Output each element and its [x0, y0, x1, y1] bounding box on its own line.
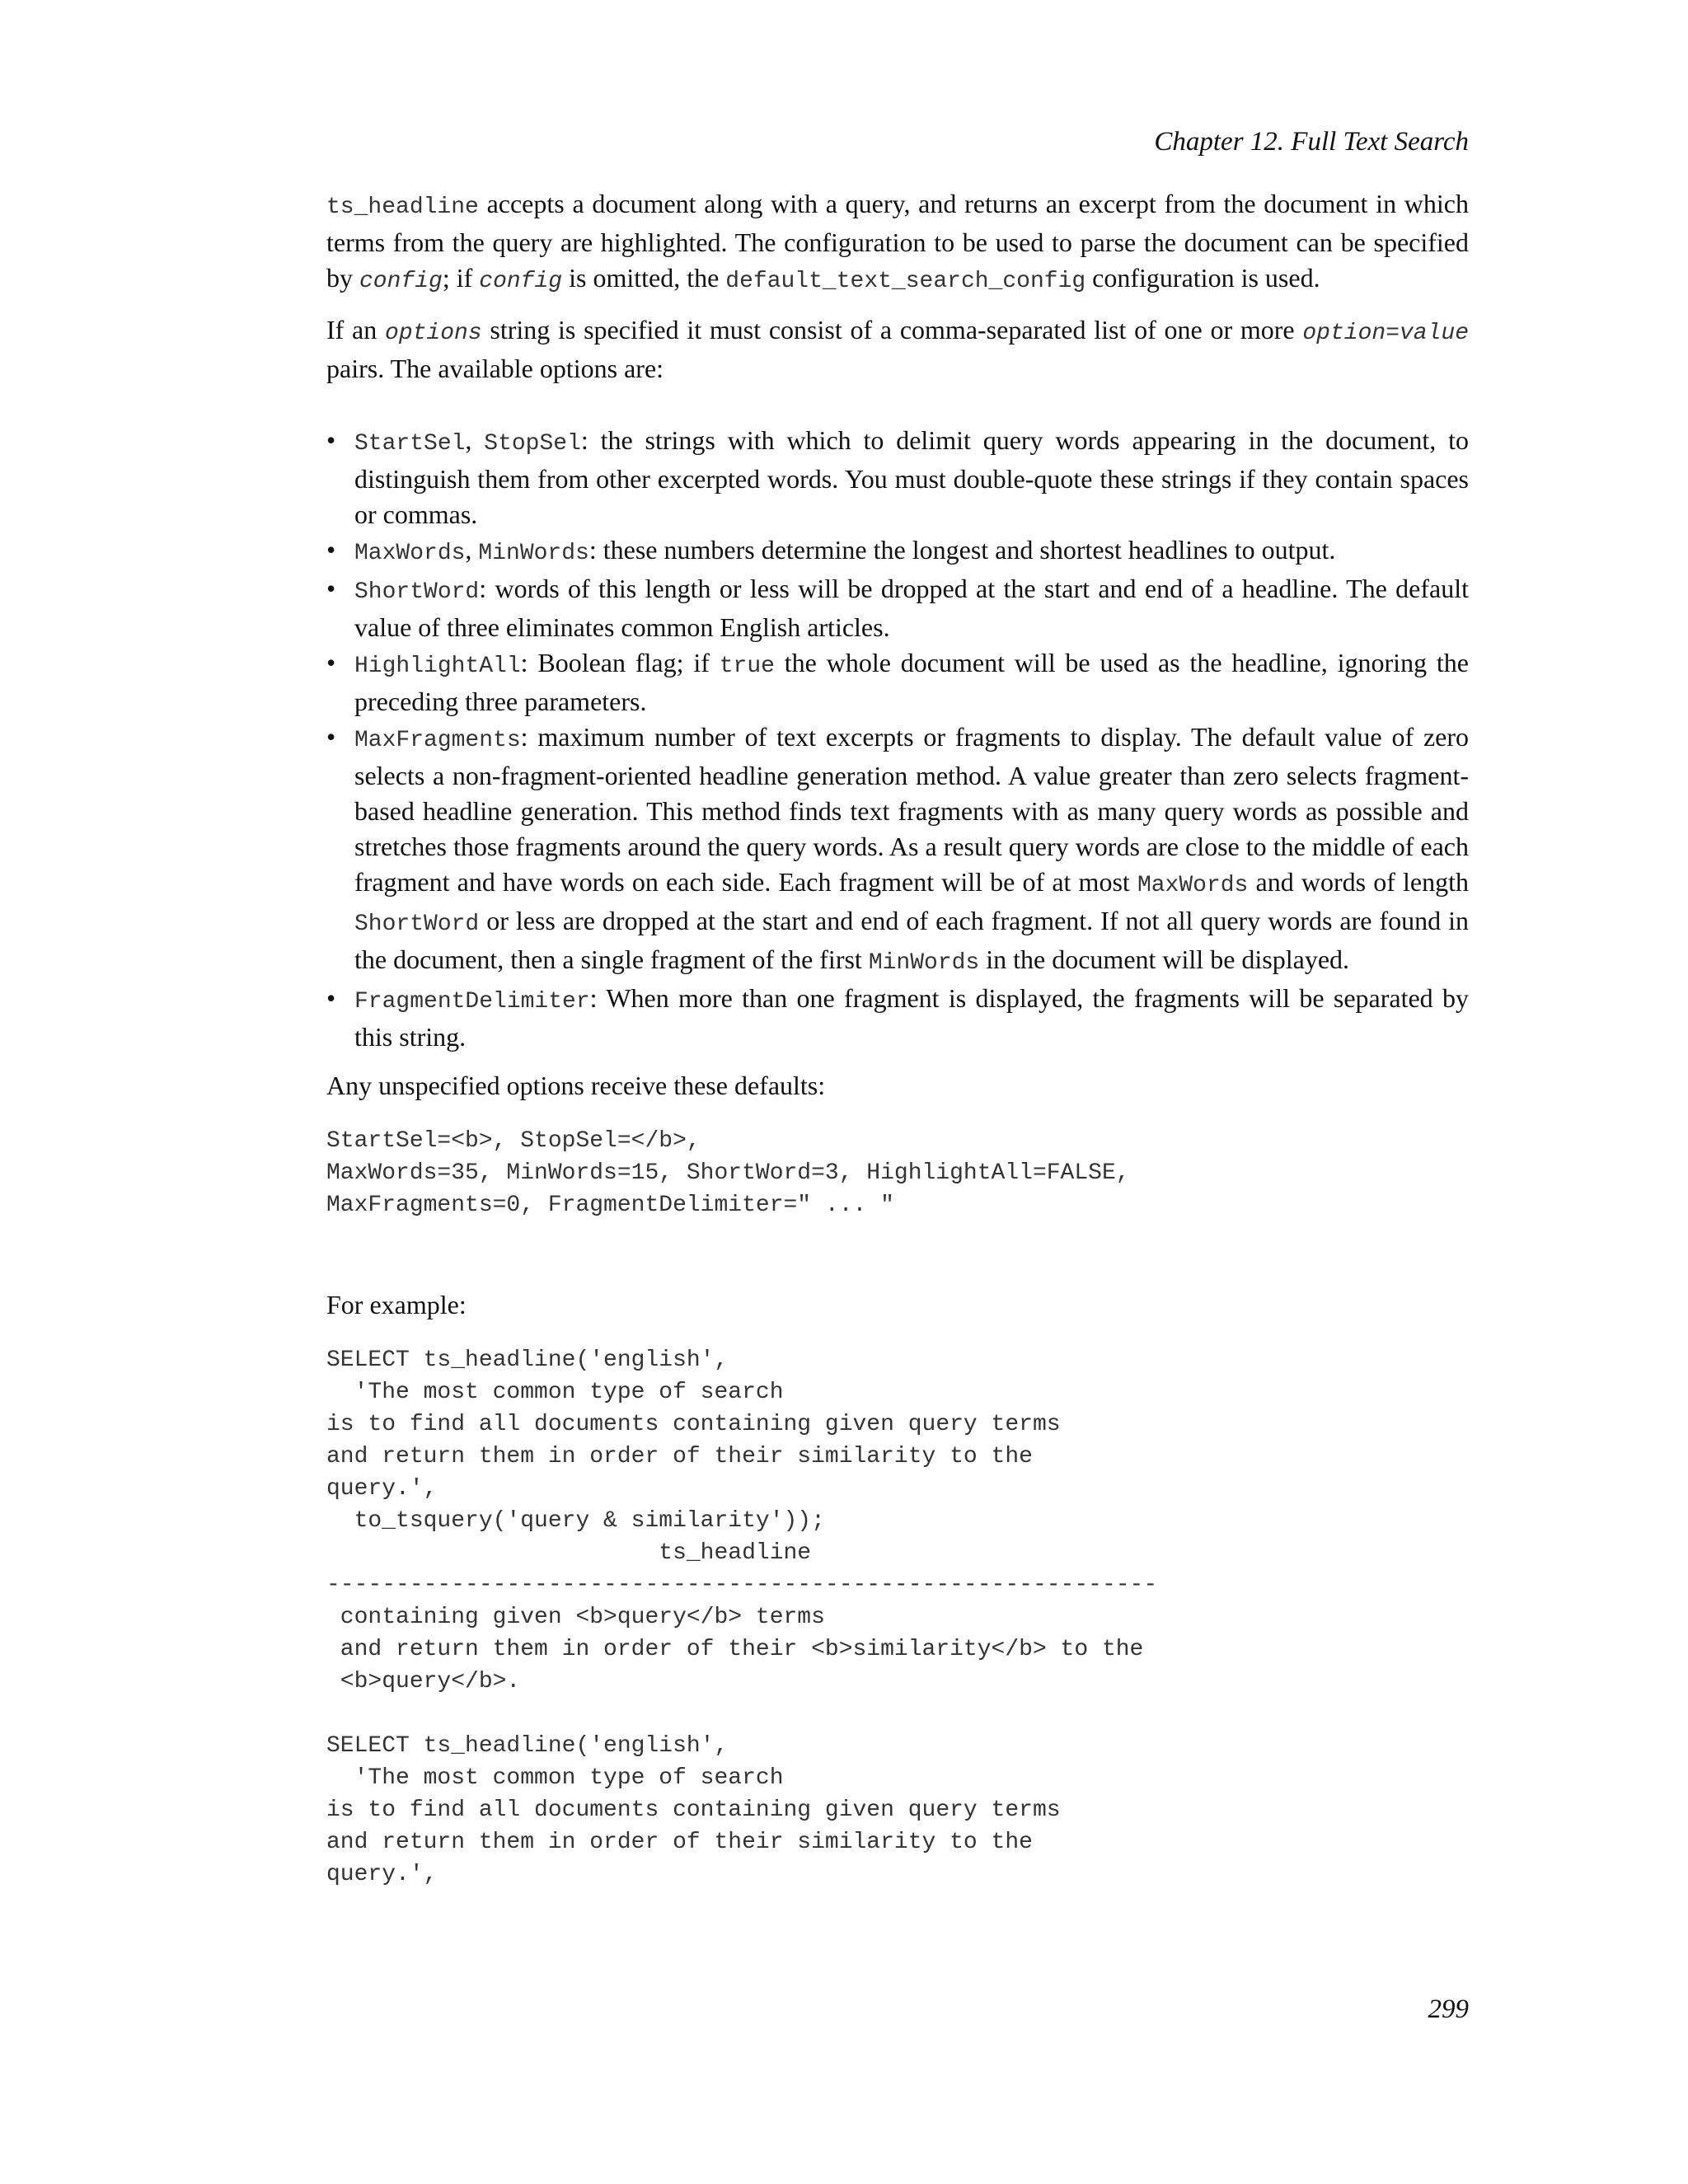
- bullet: •: [326, 425, 336, 455]
- code-term: MaxFragments: [354, 728, 521, 753]
- code-term: HighlightAll: [354, 654, 521, 679]
- code-term: config: [479, 269, 563, 294]
- code-term: config: [359, 269, 443, 294]
- code-term: =: [1386, 321, 1400, 346]
- paragraph-example-intro: For example:: [326, 1290, 467, 1319]
- code-term: MaxWords: [354, 541, 466, 566]
- list-item: • HighlightAll: Boolean flag; if true the whole document will be used as the headline, ignoring the preceding three parameters.: [326, 645, 1469, 719]
- list-item: • FragmentDelimiter: When more than one fragment is displayed, the fragments will be separated by this string.: [326, 981, 1469, 1055]
- code-term: options: [385, 321, 482, 346]
- code-block-example-2: SELECT ts_headline('english', 'The most common type of search is to find all documents containing given query terms and return them in order of their similarity to the query.',: [326, 1733, 1061, 1887]
- code-term: ShortWord: [354, 912, 480, 937]
- bullet: •: [326, 983, 336, 1013]
- paragraph-defaults-intro: Any unspecified options receive these defaults:: [326, 1071, 826, 1100]
- list-item: • MaxFragments: maximum number of text excerpts or fragments to display. The default value of zero selects a non-fragment-oriented headline generation method. A value greater than zero selects fragment-based headline generation. This method finds text fragments with as many query words as possible and stretches those fragments around the query words. As a result query words are close to the middle of each fragment and have words on each side. Each fragment will be of at most MaxWords and words of length ShortWord or less are dropped at the start and end of each fragment. If not all query words are found in the document, then a single fragment of the first MinWords in the document will be displayed.: [326, 719, 1469, 981]
- paragraph-ts-headline-intro: ts_headline accepts a document along with a query, and returns an excerpt from the document in which terms from the query are highlighted. The configuration to be used to parse the document can be specified by config; if config is omitted, the default_text_search_config configuration is used.: [326, 189, 1469, 294]
- options-list: [326, 423, 1469, 1055]
- code-term: MinWords: [478, 541, 589, 566]
- code-term: StopSel: [484, 431, 581, 457]
- list-item: • ShortWord: words of this length or less will be dropped at the start and end of a headline. The default value of three eliminates common English articles.: [326, 571, 1469, 645]
- code-term: MinWords: [868, 950, 980, 976]
- bullet: •: [326, 722, 336, 752]
- chapter-header: Chapter 12. Full Text Search: [1154, 127, 1469, 157]
- code-term: true: [719, 654, 775, 679]
- code-term: ShortWord: [354, 579, 480, 605]
- code-block-example-1: SELECT ts_headline('english', 'The most common type of search is to find all documents containing given query terms and return them in order of their similarity to the query.', to_tsquery('query & similarity')); ts_headline ------------------------------------------------------------ containing given <b>query</b> terms and return them in order of their <b>similarity</b> to the <b>query</b>.: [326, 1347, 1158, 1694]
- bullet: •: [326, 535, 336, 565]
- bullet: •: [326, 648, 336, 677]
- code-term: value: [1400, 321, 1470, 346]
- bullet: •: [326, 574, 336, 603]
- code-term: FragmentDelimiter: [354, 989, 590, 1015]
- code-term: default_text_search_config: [725, 269, 1086, 294]
- page-number: 299: [1428, 1994, 1469, 2024]
- document-page: [326, 124, 1469, 1891]
- list-item: • StartSel, StopSel: the strings with which to delimit query words appearing in the document, to distinguish them from other excerpted words. You must double-quote these strings if they contain spaces or commas.: [326, 423, 1469, 532]
- code-term: option: [1302, 321, 1386, 346]
- code-term: MaxWords: [1137, 873, 1249, 898]
- code-term: StartSel: [354, 431, 466, 457]
- code-term: ts_headline: [326, 194, 479, 220]
- list-item: • MaxWords, MinWords: these numbers determine the longest and shortest headlines to output.: [326, 532, 1469, 571]
- code-block-defaults: StartSel=<b>, StopSel=</b>, MaxWords=35, MinWords=15, ShortWord=3, HighlightAll=FALSE, MaxFragments=0, FragmentDelimiter=" ... ": [326, 1128, 1130, 1218]
- paragraph-options-intro: If an options string is specified it must consist of a comma-separated list of one or more option=value pairs. The available options are:: [326, 315, 1470, 383]
